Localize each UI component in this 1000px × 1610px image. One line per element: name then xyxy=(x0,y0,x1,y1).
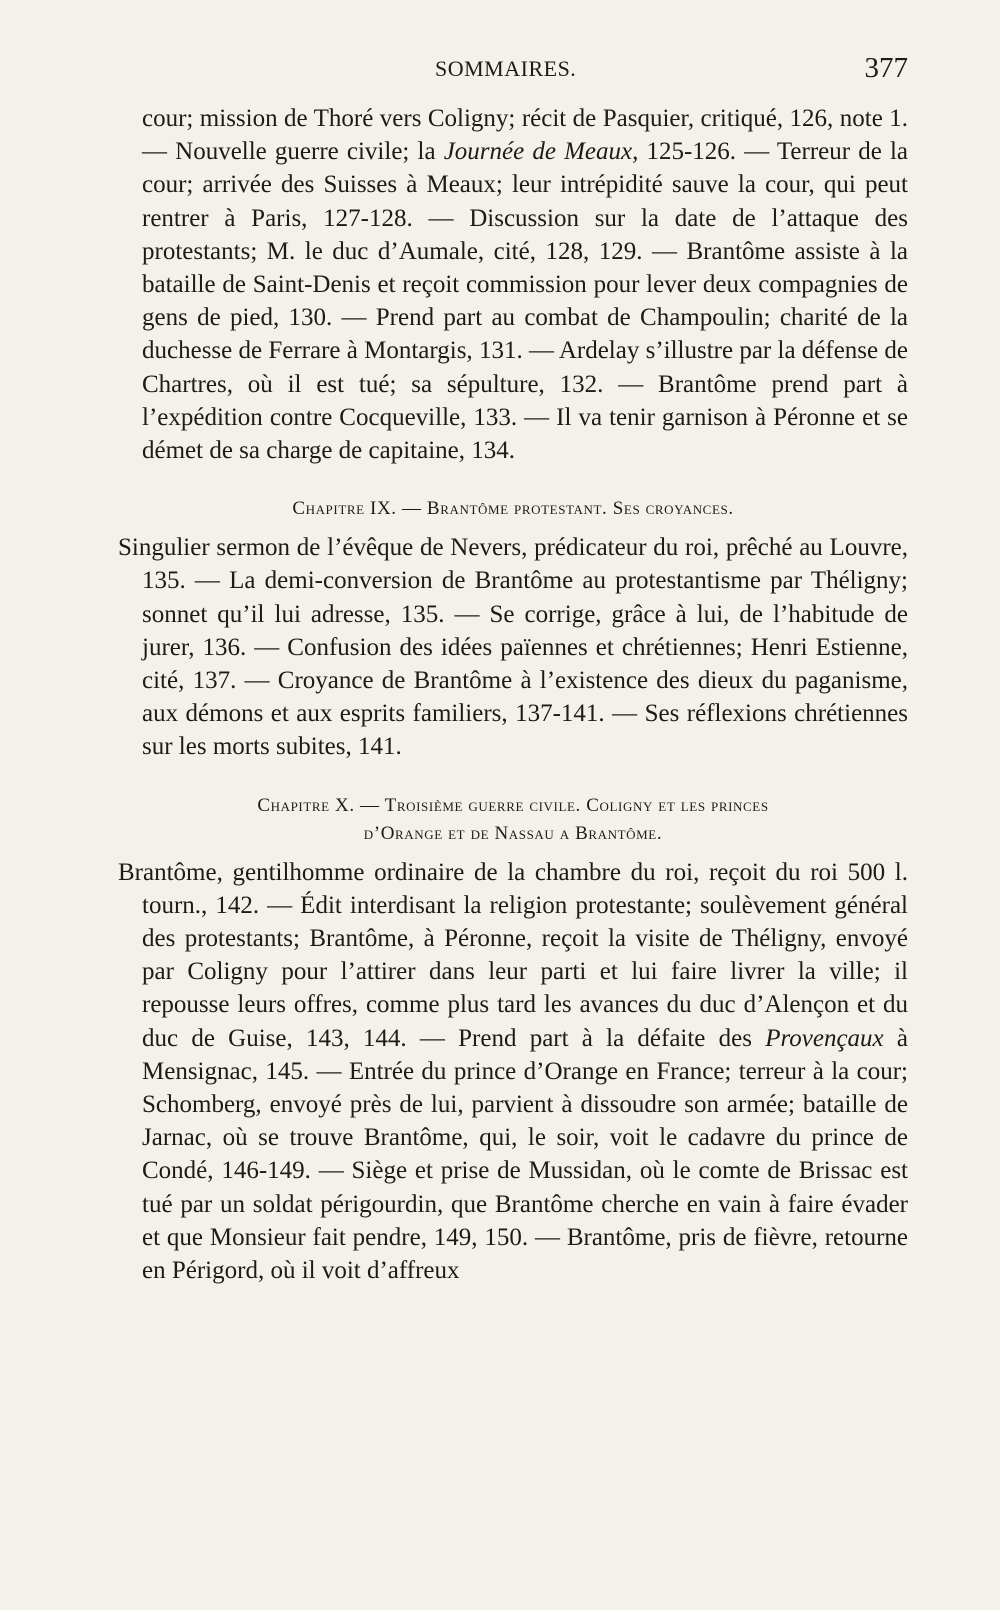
chapter-x-summary xyxy=(118,856,908,1288)
chapter-heading-ix: Chapitre IX. — Brantôme protestant. Ses croyances. xyxy=(292,498,734,520)
page-text xyxy=(118,102,908,1287)
chapter-ix-summary: Singulier sermon de l’évêque de Nevers, prédicateur du roi, prêché au Louvre, 135. — La demi-conversion de Brantôme au protestantisme par Théligny; sonnet qu’il lui adresse, 135. — Se corrige, grâce à lui, de l’habitude de jurer, 136. — Confusion des idées païennes et chrétiennes; Henri Estienne, cité, 137. — Croyance de Brantôme à l’existence des dieux du paganisme, aux démons et aux esprits familiers, 137-141. — Ses réflexions chrétiennes sur les morts subites, 141. xyxy=(118,534,908,761)
chapter-x-italic: Provençaux xyxy=(765,1024,884,1052)
chapter-heading-x xyxy=(118,792,908,848)
chapter-heading-x-line1: Chapitre X. — Troisième guerre civile. Coligny et les princes xyxy=(257,794,769,816)
page-number: 377 xyxy=(864,52,908,84)
chapter-x-text-a: Brantôme, gentilhomme ordinaire de la chambre du roi, reçoit du roi 500 l. tourn., 142. — Édit interdisant la religion protestante; soulèvement général des protestants; Brantôme, à Péronne, reçoit la visite de Théligny, envoyé par Coligny pour l’attirer dans leur parti et lui faire livrer la ville; il repousse leurs offres, comme plus tard les avances du duc d’Alençon et du duc de Guise, 143, 144. — Prend part à la défaite des xyxy=(118,858,908,1052)
running-head: SOMMAIRES. xyxy=(435,56,577,81)
chapter-x-text-b: à Mensignac, 145. — Entrée du prince d’Orange en France; terreur à la cour; Schomberg, envoyé près de lui, parvient à dissoudre son armée; bataille de Jarnac, où se trouve Brantôme, qui, le soir, voit le cadavre du prince de Condé, 146-149. — Siège et prise de Mussidan, où le comte de Brissac est tué par un soldat périgourdin, que Brantôme cherche en vain à faire évader et que Monsieur fait pendre, 149, 150. — Brantôme, pris de fièvre, retourne en Périgord, où il voit d’affreux xyxy=(142,1024,908,1285)
page-header xyxy=(140,52,908,92)
chapter-heading-x-line2: d’Orange et de Nassau a Brantôme. xyxy=(363,822,663,844)
summary-text-rest: 125-126. — Terreur de la cour; arrivée des Suisses à Meaux; leur intrépidité sauve la cour, qui peut rentrer à Paris, 127-128. — Discussion sur la date de l’attaque des protestants; M. le duc d’Aumale, cité, 128, 129. — Brantôme assiste à la bataille de Saint-Denis et reçoit commission pour lever deux compagnies de gens de pied, 130. — Prend part au combat de Champoulin; charité de la duchesse de Ferrare à Montargis, 131. — Ardelay s’illustre par la défense de Chartres, où il est tué; sa sépulture, 132. — Brantôme prend part à l’expédition contre Cocqueville, 133. — Il va tenir garnison à Péronne et se démet de sa charge de capitaine, 134. xyxy=(142,138,908,465)
summary-text: cour; mission de Thoré vers Coligny; récit de Pasquier, critiqué, 126, note 1. — Nouvelle guerre civile; la xyxy=(142,105,908,166)
summary-italic-title: Journée de Meaux, xyxy=(443,138,639,166)
continued-summary-paragraph xyxy=(118,102,908,467)
